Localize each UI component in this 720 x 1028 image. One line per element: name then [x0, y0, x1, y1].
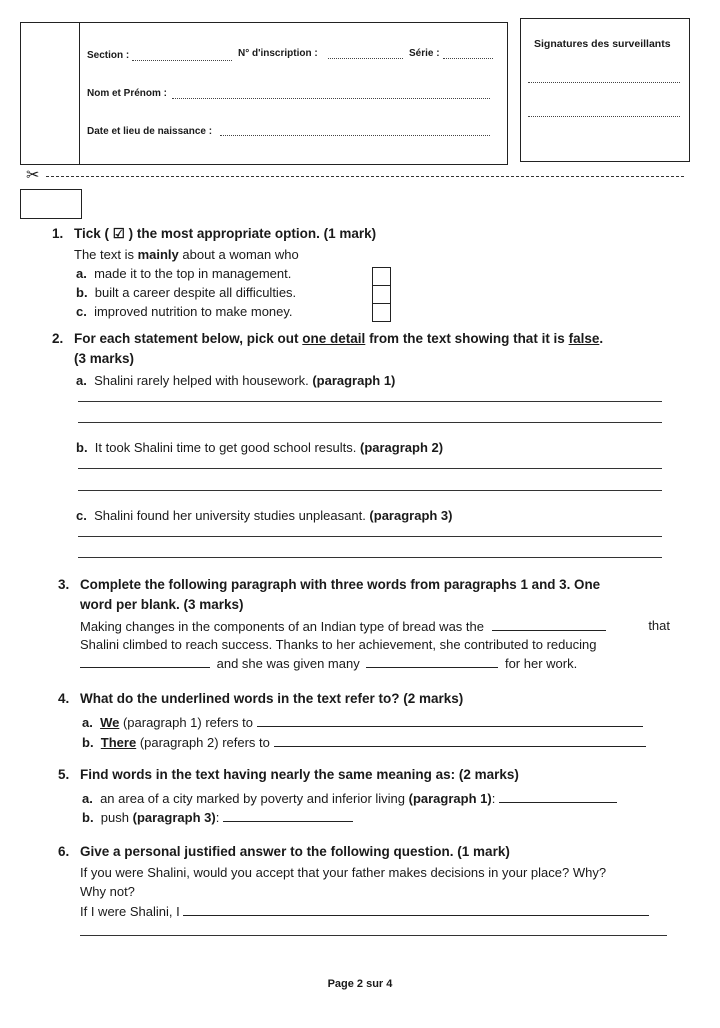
q2-answer-b-line-2[interactable]: [78, 490, 662, 491]
q2-heading: [52, 329, 682, 369]
section-label: Section :: [87, 50, 130, 61]
birth-field[interactable]: [220, 135, 490, 136]
q2-answer-c-line-2[interactable]: [78, 557, 662, 558]
q2-marks: (3 marks): [74, 351, 135, 366]
q4-item-b: b. There (paragraph 2) refers to: [82, 733, 646, 752]
q2-answer-c-line-1[interactable]: [78, 536, 662, 537]
q3-blank-1[interactable]: [492, 617, 606, 631]
q1-tickbox-a[interactable]: [372, 267, 391, 286]
signatures-title: Signatures des surveillants: [534, 38, 671, 50]
q3-prompt-line-1: Complete the following paragraph with three words from paragraphs 1 and 3. One: [80, 577, 601, 592]
q5-answer-b[interactable]: [223, 808, 353, 822]
birth-label: Date et lieu de naissance :: [87, 126, 213, 137]
q6-number: 6.: [58, 844, 70, 859]
q5-item-b: b. push (paragraph 3):: [82, 808, 353, 827]
q6-question-line-1: If you were Shalini, would you accept that your father makes decisions in your place? Why?: [80, 865, 607, 880]
serie-field[interactable]: [443, 58, 493, 59]
grade-box: [20, 189, 82, 219]
q2-number: 2.: [52, 331, 64, 346]
q1-stem: The text is mainly about a woman who: [74, 247, 299, 262]
q1-prompt: Tick ( ☑ ) the most appropriate option. (1 mark): [74, 226, 377, 241]
q5-answer-a[interactable]: [499, 789, 617, 803]
q2-answer-a-line-1[interactable]: [78, 401, 662, 402]
cut-line: [46, 176, 684, 177]
q6-prompt: Give a personal justified answer to the following question. (1 mark): [80, 844, 510, 859]
q3-number: 3.: [58, 577, 70, 592]
q4-answer-a[interactable]: [257, 713, 643, 727]
q5-item-a: a. an area of a city marked by poverty and inferior living (paragraph 1):: [82, 789, 617, 808]
q4-answer-b[interactable]: [274, 733, 646, 747]
serie-label: Série :: [409, 48, 440, 59]
name-field[interactable]: [172, 98, 490, 99]
q3-blank-2[interactable]: [80, 654, 210, 668]
q1-option-a: a. made it to the top in management.: [76, 266, 292, 281]
section-field[interactable]: [132, 60, 232, 61]
q2-prompt: For each statement below, pick out one detail from the text showing that it is false.: [74, 331, 604, 346]
q2-item-b: b. It took Shalini time to get good school results. (paragraph 2): [76, 440, 444, 455]
q4-prompt: What do the underlined words in the text refer to? (2 marks): [80, 691, 464, 706]
q3-paragraph-line-3: and she was given many for her work.: [80, 654, 577, 673]
q6-question-line-2: Why not?: [80, 884, 135, 899]
q2-answer-a-line-2[interactable]: [78, 422, 662, 423]
q6-heading: [58, 842, 678, 862]
q1-tickbox-b[interactable]: [372, 285, 391, 304]
page-number: Page 2 sur 4: [327, 978, 393, 990]
q4-item-a: a. We (paragraph 1) refers to: [82, 713, 643, 732]
q4-heading: [58, 689, 678, 709]
q1-heading: [52, 224, 672, 244]
q3-prompt-line-2: word per blank. (3 marks): [80, 597, 244, 612]
q6-answer-line-2[interactable]: [80, 935, 667, 936]
q2-item-c: c. Shalini found her university studies unpleasant. (paragraph 3): [76, 508, 453, 523]
q3-paragraph-line-1: Making changes in the components of an Indian type of bread was the that: [80, 618, 670, 634]
q4-number: 4.: [58, 691, 70, 706]
q2-answer-b-line-1[interactable]: [78, 468, 662, 469]
q1-number: 1.: [52, 226, 64, 241]
q5-prompt: Find words in the text having nearly the same meaning as: (2 marks): [80, 767, 519, 782]
q6-answer-start: If I were Shalini, I: [80, 902, 649, 921]
signature-line-1[interactable]: [528, 82, 680, 83]
signature-line-2[interactable]: [528, 116, 680, 117]
q1-option-b: b. built a career despite all difficulties.: [76, 285, 297, 300]
checkbox-icon: ☑: [112, 226, 125, 241]
q1-tickbox-c[interactable]: [372, 303, 391, 322]
q2-item-a: a. Shalini rarely helped with housework. (paragraph 1): [76, 373, 396, 388]
q5-heading: [58, 765, 678, 785]
q5-number: 5.: [58, 767, 70, 782]
q3-blank-3[interactable]: [366, 654, 498, 668]
q1-option-c: c. improved nutrition to make money.: [76, 304, 293, 319]
q3-heading: [58, 575, 678, 615]
inscription-label: N° d'inscription :: [238, 48, 318, 59]
q6-answer-line-1[interactable]: [183, 902, 649, 916]
q3-paragraph-line-2: Shalini climbed to reach success. Thanks to her achievement, she contributed to reducing: [80, 637, 597, 652]
inscription-field[interactable]: [328, 58, 403, 59]
scissors-icon: ✂: [26, 167, 40, 184]
name-label: Nom et Prénom :: [87, 88, 168, 99]
